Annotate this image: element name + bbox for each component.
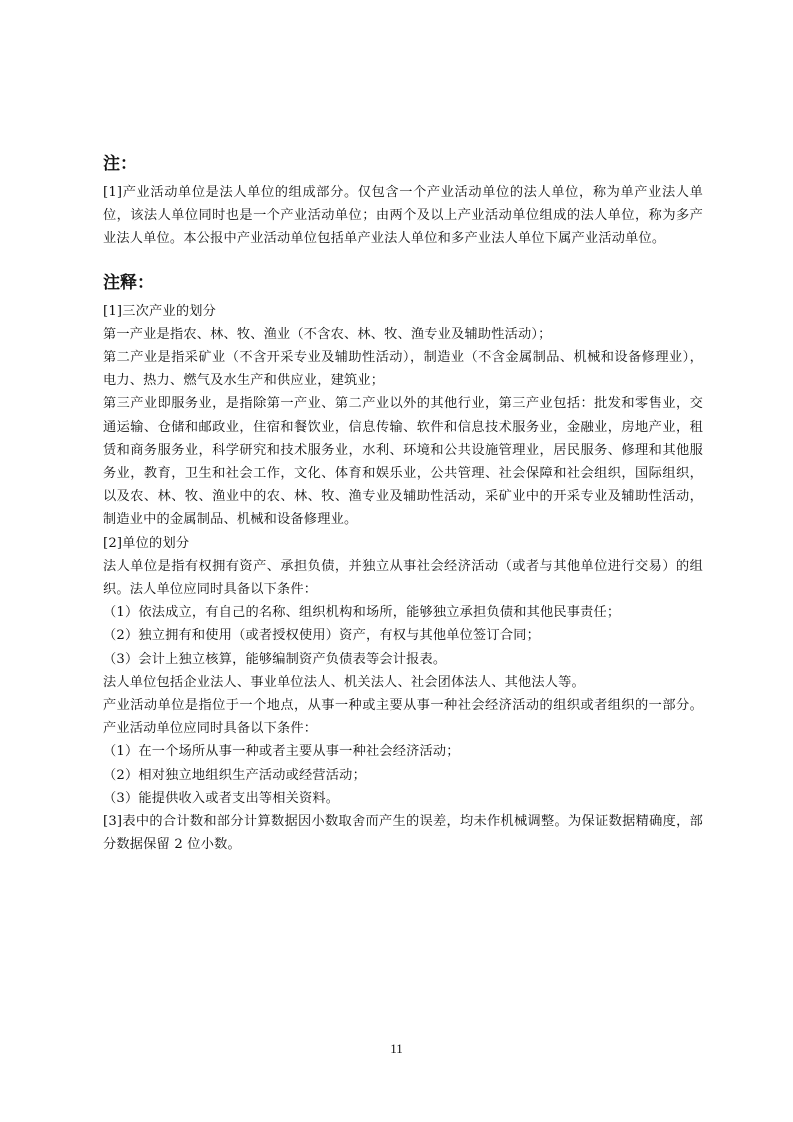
note-heading: 注： (103, 154, 137, 174)
annotation-subheading-units: [2]单位的划分 (103, 535, 190, 551)
annotation-subheading-industry: [1]三次产业的划分 (103, 303, 216, 319)
section-spacer (103, 251, 703, 271)
annotation-legal-unit-definition: 法人单位是指有权拥有资产、承担负债，并独立从事社会经济活动（或者与其他单位进行交易）的组织。法人单位应同时具备以下条件： (103, 558, 703, 598)
annotation-activity-condition-1: （1）在一个场所从事一种或者主要从事一种社会经济活动； (103, 744, 460, 760)
annotation-primary-industry: 第一产业是指农、林、牧、渔业（不含农、林、牧、渔专业及辅助性活动）； (103, 326, 552, 342)
annotation-section (103, 271, 703, 857)
document-page (103, 152, 703, 856)
annotation-legal-unit-types: 法人单位包括企业法人、事业单位法人、机关法人、社会团体法人、其他法人等。 (103, 674, 585, 690)
annotation-activity-condition-2: （2）相对独立地组织生产活动或经营活动； (103, 767, 366, 783)
page-number: 11 (390, 1041, 403, 1056)
annotation-heading: 注释： (103, 272, 154, 293)
annotation-legal-condition-2: （2）独立拥有和使用（或者授权使用）资产，有权与其他单位签订合同； (103, 628, 540, 644)
note-section (103, 152, 703, 251)
annotation-activity-unit-definition: 产业活动单位是指位于一个地点，从事一种或主要从事一种社会经济活动的组织或者组织的一部分。产业活动单位应同时具备以下条件： (103, 698, 703, 737)
annotation-legal-condition-3: （3）会计上独立核算，能够编制资产负债表等会计报表。 (103, 651, 447, 667)
annotation-tertiary-industry: 第三产业即服务业，是指除第一产业、第二产业以外的其他行业，第三产业包括：批发和零售业，交通运输、仓储和邮政业，住宿和餐饮业，信息传输、软件和信息技术服务业，金融业，房地产业，租赁和商务服务业，科学研究和技术服务业，水利、环境和公共设施管理业，居民服务、修理和其他服务业，教育，卫生和社会工作，文化、体育和娱乐业，公共管理、社会保障和社会组织，国际组织，以及农、林、牧、渔业中的农、林、牧、渔专业及辅助性活动，采矿业中的开采专业及辅助性活动，制造业中的金属制品、机械和设备修理业。 (103, 396, 703, 528)
note-body (103, 181, 703, 251)
annotation-body (103, 300, 703, 857)
annotation-secondary-industry: 第二产业是指采矿业（不含开采专业及辅助性活动），制造业（不含金属制品、机械和设备修理业），电力、热力、燃气及水生产和供应业，建筑业； (103, 350, 703, 389)
annotation-rounding-note: [3]表中的合计数和部分计算数据因小数取舍而产生的误差，均未作机械调整。为保证数据精确度，部分数据保留 2 位小数。 (103, 814, 703, 853)
annotation-legal-condition-1: （1）依法成立，有自己的名称、组织机构和场所，能够独立承担负债和其他民事责任； (103, 605, 621, 621)
annotation-activity-condition-3: （3）能提供收入或者支出等相关资料。 (103, 790, 340, 806)
note-paragraph-1: [1]产业活动单位是法人单位的组成部分。仅包含一个产业活动单位的法人单位，称为单产业法人单位，该法人单位同时也是一个产业活动单位；由两个及以上产业活动单位组成的法人单位，称为多产业法人单位。本公报中产业活动单位包括单产业法人单位和多产业法人单位下属产业活动单位。 (103, 185, 703, 247)
